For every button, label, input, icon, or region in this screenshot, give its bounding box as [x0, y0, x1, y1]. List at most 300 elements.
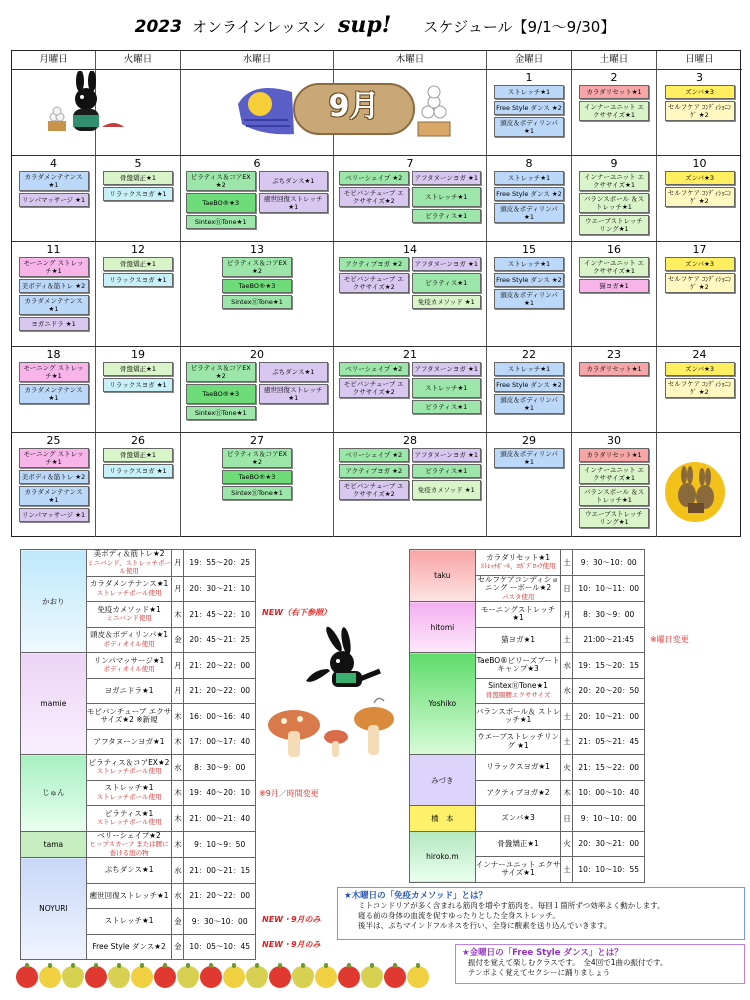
calendar-day-cell [487, 70, 572, 155]
calendar-day-cell [487, 156, 572, 241]
class-time: 21：00～21：15 [184, 858, 256, 884]
teacher-class-row [21, 550, 256, 577]
class-time: 9：30～10：00 [573, 550, 645, 576]
class-day: 水 [172, 883, 184, 909]
class-event-pill[interactable]: 頭皮＆ボディリンパ ★1 [494, 117, 564, 137]
class-event-pill[interactable]: Free Style ダンス ★2 [494, 101, 564, 115]
class-name-cell [86, 909, 172, 935]
class-name: 免疫カメソッド★1 [97, 604, 161, 614]
freestyle-dance-note [455, 944, 745, 984]
calendar-date-number: 10 [692, 157, 707, 170]
class-name: ピラティス＆コアEX★2 [88, 757, 170, 767]
class-event-pill[interactable]: インナーユニット エクササイズ★1 [579, 257, 649, 277]
calendar-week-row [12, 433, 740, 537]
class-event-pill[interactable]: SintexⓇTone★1 [222, 295, 292, 309]
class-event-pill[interactable]: リラックスヨガ ★1 [103, 273, 173, 287]
class-name: SintexⓇTone★1 [488, 681, 548, 691]
class-name: Free Style ダンス★2 [92, 941, 166, 951]
calendar-date-number: 18 [46, 348, 61, 361]
calendar-date-number: 9 [610, 157, 618, 170]
class-name-cell [475, 678, 561, 704]
class-event-pill[interactable]: 癒世回復ストレッチ ★1 [259, 384, 329, 404]
class-event-pill[interactable]: バランスボール ＆ストレッチ★1 [579, 193, 649, 213]
class-event-pill[interactable]: Free Style ダンス ★2 [494, 187, 564, 201]
new-note-noyuri-1: NEW・9月のみ [262, 915, 321, 924]
calendar-date-number: 19 [131, 348, 145, 361]
class-event-pill[interactable]: セルフケア ｺﾝﾃﾞｨｼｮﾆﾝｸﾞ ★2 [665, 187, 735, 207]
class-day: 土 [561, 857, 573, 883]
class-event-pill[interactable]: ストレッチ★1 [494, 257, 564, 271]
class-time: 21：15～22：00 [573, 755, 645, 781]
class-event-pill[interactable]: モーニング ストレッチ★1 [19, 257, 89, 277]
pear-icon [177, 966, 199, 988]
class-event-pill[interactable]: モビバンチューブ エクササイズ★2 [339, 273, 409, 293]
class-event-pill[interactable]: ベリーシェイプ ★2 [339, 171, 409, 185]
class-event-pill[interactable]: 癒世回復ストレッチ ★1 [259, 193, 329, 213]
class-event-pill[interactable]: 免疫カメソッド ★1 [412, 295, 482, 309]
class-name-cell [86, 602, 172, 628]
class-event-pill[interactable]: モビバンチューブ エクササイズ★2 [339, 187, 409, 207]
class-event-pill[interactable]: ズンバ★3 [665, 171, 735, 185]
calendar-week-row [12, 347, 740, 433]
calendar-day-cell [572, 433, 657, 537]
class-name-cell [86, 550, 172, 577]
class-name-cell [475, 653, 561, 679]
class-event-pill[interactable]: ヨガニドラ ★1 [19, 317, 89, 331]
class-event-pill[interactable]: ベリーシェイプ ★2 [339, 362, 409, 376]
class-name-cell [86, 729, 172, 755]
class-event-pill[interactable]: リラックスヨガ ★1 [103, 187, 173, 201]
class-day: 木 [172, 831, 184, 858]
immunity-method-note-line2: 寝る前の身体の血流を促すゆったりとした全身ストレッチ。 [358, 911, 560, 920]
weekday-thu: 木曜日 [334, 51, 487, 70]
title-lead: オンラインレッスン [191, 18, 326, 36]
september-badge-text: 9月 [328, 89, 380, 124]
title-tail: スケジュール【9/1～9/30】 [423, 18, 616, 36]
class-day: 水 [172, 755, 184, 781]
calendar-date-number: 13 [250, 243, 264, 256]
class-event-pill[interactable]: TaeBO®★3 [222, 279, 292, 293]
class-name: ストレッチ★1 [104, 783, 154, 793]
class-event-pill[interactable]: ズンバ★3 [665, 85, 735, 99]
class-day: 木 [172, 729, 184, 755]
teacher-class-row [410, 550, 645, 576]
right-teacher-table [409, 549, 645, 883]
calendar-date-number: 23 [607, 348, 621, 361]
class-name-cell [86, 704, 172, 730]
class-event-pill[interactable]: ピラティス★1 [412, 273, 482, 293]
class-day: 金 [172, 909, 184, 935]
class-equipment-note: ストレッチポール使用 [96, 818, 162, 827]
calendar-day-cell [96, 242, 181, 346]
class-name-cell [475, 831, 561, 857]
class-event-pill[interactable]: ストレッチ★1 [412, 378, 482, 398]
class-equipment-note: ストレッチポール使用 [96, 767, 162, 776]
empty-slot [339, 400, 409, 414]
calendar-day-cell [12, 156, 96, 241]
class-name-cell [86, 831, 172, 858]
class-event-pill[interactable]: 頭皮＆ボディリンパ ★1 [494, 394, 564, 414]
calendar-date-number: 30 [607, 434, 621, 447]
calendar-date-number: 15 [522, 243, 536, 256]
class-name: リンパマッサージ★1 [93, 655, 165, 665]
empty-slot [259, 406, 329, 420]
calendar-day-cell [572, 156, 657, 241]
class-day: 月 [172, 550, 184, 577]
apple-icon [269, 966, 291, 988]
class-event-pill[interactable]: セルフケア ｺﾝﾃﾞｨｼｮﾆﾝｸﾞ ★2 [665, 101, 735, 121]
class-day: 土 [561, 627, 573, 653]
freestyle-dance-note-line1: 振付を覚えて楽しむクラスです。 全4回で1曲の振付です。 [468, 958, 668, 967]
class-name: 癒世回復ストレッチ★1 [89, 890, 169, 900]
calendar-date-number: 14 [403, 243, 417, 256]
calendar-day-cell [334, 242, 487, 346]
calendar-day-cell [334, 347, 487, 432]
class-event-pill[interactable]: ウエーブストレッチ リング★1 [579, 508, 649, 528]
class-name: モビバンチューブ エクササイズ★2 ※新規 [86, 706, 172, 725]
class-event-pill[interactable]: リラックスヨガ ★1 [103, 464, 173, 478]
class-name-cell [475, 780, 561, 806]
class-event-pill[interactable]: ピラティス＆コアEX ★2 [186, 171, 256, 191]
class-event-pill[interactable]: モビバンチューブ エクササイズ★2 [339, 378, 409, 398]
teacher-class-row [410, 806, 645, 832]
class-event-pill[interactable]: アクティブヨガ ★2 [339, 257, 409, 271]
class-event-pill[interactable]: SintexⓇTone★1 [186, 215, 256, 229]
class-event-pill[interactable]: リラックスヨガ ★1 [103, 378, 173, 392]
page-title [0, 12, 750, 38]
pear-icon [62, 966, 84, 988]
class-name: ベリーシェイプ★2 [97, 830, 161, 840]
class-event-pill[interactable]: カラダリセット★1 [579, 448, 649, 462]
class-event-pill[interactable]: 骨盤矯正★1 [103, 171, 173, 185]
class-name-cell [475, 704, 561, 730]
class-event-pill[interactable]: 美ボディ＆筋トレ ★2 [19, 470, 89, 484]
calendar-day-cell [487, 433, 572, 537]
apple-icon [16, 966, 38, 988]
class-name: ぷちダンス★1 [104, 865, 154, 874]
calendar-day-cell [657, 156, 742, 241]
teacher-class-row [21, 653, 256, 679]
class-event-pill[interactable]: アフタヌーンヨガ ★1 [412, 362, 482, 376]
empty-slot [259, 215, 329, 229]
class-name-cell [86, 678, 172, 704]
teacher-name: 橋 本 [410, 806, 476, 832]
class-event-pill[interactable]: 頭皮＆ボディリンパ ★1 [494, 448, 564, 468]
class-event-pill[interactable]: アフタヌーンヨガ ★1 [412, 257, 482, 271]
class-event-pill[interactable]: ストレッチ★1 [494, 85, 564, 99]
class-event-pill[interactable]: モーニング ストレッチ★1 [19, 448, 89, 468]
class-event-pill[interactable]: ピラティス★1 [412, 209, 482, 223]
class-event-pill[interactable]: TaeBO®★3 [186, 193, 256, 213]
class-event-pill[interactable]: 骨盤矯正★1 [103, 362, 173, 376]
class-equipment-note: ミニバンド使用 [106, 614, 152, 623]
class-day: 火 [561, 755, 573, 781]
class-event-pill[interactable]: ストレッチ★1 [494, 362, 564, 376]
class-time: 17：00～17：40 [184, 729, 256, 755]
class-time: 21：45～22：10 [184, 602, 256, 628]
freestyle-dance-note-line2: テンポよく覚えてセクシーに踊りましょう [468, 968, 611, 977]
class-event-pill[interactable]: カラダリセット★1 [579, 85, 649, 99]
class-name: 頭皮＆ボディリンパ★1 [90, 630, 168, 640]
class-name-cell [86, 576, 172, 602]
calendar-day-cell [334, 156, 487, 241]
apple-icon [407, 966, 429, 988]
class-time: 19：40～20：10 [184, 780, 256, 806]
calendar-day-cell [96, 156, 181, 241]
class-time: 21:00～21:45 [573, 627, 645, 653]
class-name: ヨガニドラ★1 [104, 685, 154, 695]
class-name: インナーユニット エクササイズ★1 [475, 859, 561, 878]
calendar-date-number: 1 [525, 71, 533, 84]
calendar-day-cell [487, 242, 572, 346]
class-name: アクティブヨガ★2 [486, 787, 550, 797]
class-event-pill[interactable]: 猫ヨガ★1 [579, 279, 649, 293]
day-change-note-hitomi: ※曜日変更 [650, 635, 689, 644]
class-name-cell [86, 883, 172, 909]
class-name: モーニングストレッチ ★1 [480, 604, 556, 623]
class-day: 金 [172, 934, 184, 960]
immunity-method-note-title: ★木曜日の「免疫カメソッド」とは？ [344, 891, 487, 901]
class-event-pill[interactable]: アフタヌーンヨガ ★1 [412, 448, 482, 462]
calendar-day-cell [12, 242, 96, 346]
class-time: 21：20～22：00 [184, 678, 256, 704]
class-day: 月 [172, 576, 184, 602]
weekday-mon: 月曜日 [12, 51, 96, 70]
class-equipment-note: ミニバンド、ストレッチポール使用 [87, 558, 171, 575]
calendar-date-number: 5 [134, 157, 142, 170]
class-event-pill[interactable]: カラダメンテナンス ★1 [19, 171, 89, 191]
calendar-day-cell [12, 347, 96, 432]
calendar-day-cell [181, 156, 334, 241]
class-name: ズンバ★3 [501, 813, 535, 822]
class-time: 20：10～21：00 [573, 704, 645, 730]
class-name-cell [475, 729, 561, 755]
class-name: 猫ヨガ★1 [501, 634, 536, 644]
class-equipment-note: ｽﾄﾚｯﾁﾎﾟｰﾙ、ﾖｶﾞﾌﾞﾛｯｸ使用 [480, 562, 556, 571]
class-time: 20：30～21：10 [184, 576, 256, 602]
class-day: 木 [172, 602, 184, 628]
class-equipment-note: ストレッチポール使用 [96, 792, 162, 801]
class-name: カラダリセット★1 [486, 552, 551, 562]
class-day: 木 [172, 806, 184, 832]
class-event-pill[interactable]: インナーユニット エクササイズ★1 [579, 171, 649, 191]
class-name-cell [86, 755, 172, 781]
class-event-pill[interactable]: インナーユニット エクササイズ★1 [579, 101, 649, 121]
calendar-date-number: 25 [46, 434, 61, 447]
teacher-name: hiroko.m [410, 831, 476, 882]
class-event-pill[interactable]: カラダリセット★1 [579, 362, 649, 376]
calendar-date-number: 2 [610, 71, 618, 84]
apple-icon [315, 966, 337, 988]
calendar-date-number: 27 [250, 434, 264, 447]
weekday-sat: 土曜日 [572, 51, 657, 70]
class-day: 火 [561, 831, 573, 857]
class-name-cell [475, 806, 561, 832]
class-time: 10：05～10：45 [184, 934, 256, 960]
class-event-pill[interactable]: TaeBO®★3 [186, 384, 256, 404]
calendar-date-number: 24 [692, 348, 707, 361]
class-equipment-note: パスタ使用 [501, 592, 535, 601]
new-note-noyuri-2: NEW・9月のみ [262, 940, 321, 949]
class-event-pill[interactable]: ストレッチ★1 [494, 171, 564, 185]
class-event-pill[interactable]: モビバンチューブ エクササイズ★2 [339, 480, 409, 500]
class-name: TaeBO®ビリーズブート キャンプ★3 [476, 655, 560, 674]
class-name-cell [475, 575, 561, 602]
apple-icon [223, 966, 245, 988]
class-event-pill[interactable]: Free Style ダンス ★2 [494, 378, 564, 392]
class-event-pill[interactable]: SintexⓇTone★1 [222, 486, 292, 500]
apple-icon [384, 966, 406, 988]
class-day: 水 [561, 678, 573, 704]
calendar-day-cell [96, 433, 181, 537]
class-event-pill[interactable]: ウエーブストレッチ リング★1 [579, 215, 649, 235]
class-event-pill[interactable]: ピラティス＆コアEX ★2 [222, 448, 292, 468]
calendar-date-number: 16 [607, 243, 621, 256]
new-note-kaori: NEW（右下参照） [262, 608, 331, 617]
class-event-pill[interactable]: ピラティス★1 [412, 400, 482, 414]
class-event-pill[interactable]: ピラティス★1 [412, 464, 482, 478]
class-time: 8：30～9：00 [573, 602, 645, 628]
class-event-pill[interactable]: ズンバ★3 [665, 362, 735, 376]
weekday-tue: 火曜日 [96, 51, 181, 70]
calendar-date-number: 21 [403, 348, 417, 361]
apple-icon [338, 966, 360, 988]
class-event-pill[interactable]: カラダメンテナンス ★1 [19, 384, 89, 404]
class-day: 土 [561, 704, 573, 730]
class-event-pill[interactable]: ズンバ★3 [665, 257, 735, 271]
class-event-pill[interactable]: ぷちダンス★1 [259, 171, 329, 191]
class-event-pill[interactable]: Free Style ダンス ★2 [494, 273, 564, 287]
immunity-method-note [337, 887, 745, 940]
fruit-decoration-row [16, 962, 446, 990]
class-time: 20：45～21：25 [184, 627, 256, 653]
calendar-day-cell [572, 347, 657, 432]
class-event-pill[interactable]: セルフケア ｺﾝﾃﾞｨｼｮﾆﾝｸﾞ ★2 [665, 378, 735, 398]
class-event-pill[interactable]: インナーユニット エクササイズ★1 [579, 464, 649, 484]
calendar-date-number: 11 [46, 243, 61, 256]
class-event-pill[interactable]: セルフケア ｺﾝﾃﾞｨｼｮﾆﾝｸﾞ ★2 [665, 273, 735, 293]
class-day: 金 [172, 627, 184, 653]
calendar-date-number: 3 [696, 71, 703, 84]
class-event-pill[interactable]: バランスボール ＆ストレッチ★1 [579, 486, 649, 506]
class-event-pill[interactable]: カラダメンテナンス ★1 [19, 486, 89, 506]
class-equipment-note: 骨盤腸腰エクササイズ [485, 690, 551, 699]
class-equipment-note: ボディオイル使用 [103, 639, 155, 648]
teacher-class-row [410, 602, 645, 628]
class-day: 木 [172, 780, 184, 806]
calendar-date-number: 20 [250, 348, 264, 361]
calendar-week-row [12, 242, 740, 347]
class-equipment-note: ストレッチポール使用 [96, 588, 162, 597]
class-event-pill[interactable]: ピラティス＆コアEX ★2 [222, 257, 292, 277]
calendar-date-number: 7 [406, 157, 414, 170]
class-day: 月 [172, 653, 184, 679]
class-event-pill[interactable]: ベリーシェイプ ★2 [339, 448, 409, 462]
class-name-cell [86, 627, 172, 653]
class-time: 9：10～10：00 [573, 806, 645, 832]
weekday-fri: 金曜日 [487, 51, 572, 70]
class-event-pill[interactable]: 頭皮＆ボディリンパ ★1 [494, 203, 564, 223]
class-time: 20：20～20：50 [573, 678, 645, 704]
class-name: セルフケアコンディショニング ーボール★2 [477, 574, 559, 592]
class-event-pill[interactable]: リンパマッサージ ★1 [19, 193, 89, 207]
calendar-day-cell [657, 347, 742, 432]
apple-icon [85, 966, 107, 988]
class-day: 月 [561, 602, 573, 628]
class-name-cell [86, 653, 172, 679]
immunity-method-note-line1: ミトコンドリアが多く含まれる筋肉を増やす筋肉を、毎回１箇所ずつ効率よく動かします。 [358, 901, 665, 910]
class-event-pill[interactable]: リンパマッサージ ★1 [19, 508, 89, 522]
class-event-pill[interactable]: ピラティス＆コアEX ★2 [186, 362, 256, 382]
class-name-cell [475, 627, 561, 653]
class-name: バランスボール＆ ストレッチ★1 [475, 706, 561, 725]
calendar-day-cell [12, 433, 96, 537]
apple-icon [39, 966, 61, 988]
class-time: 10：10～11：00 [573, 575, 645, 602]
pear-icon [108, 966, 130, 988]
class-time: 19：15～20：15 [573, 653, 645, 679]
class-event-pill[interactable]: TaeBO®★3 [222, 470, 292, 484]
class-event-pill[interactable]: 美ボディ＆筋トレ ★2 [19, 279, 89, 293]
class-equipment-note: ヒップスカーフ または腰に巻ける紐の物 [89, 840, 169, 857]
class-time: 21：20～22：00 [184, 653, 256, 679]
teacher-class-row [410, 653, 645, 679]
class-day: 水 [172, 858, 184, 884]
class-name: ピラティス★1 [104, 808, 154, 818]
left-teacher-table [20, 549, 256, 960]
class-event-pill[interactable]: SintexⓇTone★1 [186, 406, 256, 420]
class-name-cell [475, 857, 561, 883]
teacher-class-row [410, 831, 645, 857]
class-time: 10：10～10：55 [573, 857, 645, 883]
empty-slot [339, 295, 409, 309]
apple-icon [200, 966, 222, 988]
rabbit-dango-illustration [40, 71, 130, 141]
teacher-name: じゅん [21, 755, 87, 832]
class-event-pill[interactable]: 頭皮＆ボディリンパ ★1 [494, 289, 564, 309]
class-event-pill[interactable]: 骨盤矯正★1 [103, 257, 173, 271]
calendar-day-cell [657, 70, 742, 155]
calendar-day-cell [572, 70, 657, 155]
class-event-pill[interactable]: ぷちダンス★1 [259, 362, 329, 382]
calendar-date-number: 26 [131, 434, 145, 447]
calendar-date-number: 4 [50, 157, 57, 170]
calendar-date-number: 8 [525, 157, 533, 170]
teacher-name: みづき [410, 755, 476, 806]
class-event-pill[interactable]: アクティブヨガ ★2 [339, 464, 409, 478]
class-time: 21：20～22：00 [184, 883, 256, 909]
class-name: ウエーブストレッチリング ★1 [477, 732, 559, 750]
calendar-day-cell [96, 347, 181, 432]
class-time: 21：00～21：40 [184, 806, 256, 832]
teacher-class-row [410, 755, 645, 781]
class-day: 日 [561, 806, 573, 832]
weekday-header [12, 51, 740, 70]
class-name-cell [475, 602, 561, 628]
calendar-date-number: 6 [253, 157, 261, 170]
class-event-pill[interactable]: 骨盤矯正★1 [103, 448, 173, 462]
class-event-pill[interactable]: 免疫カメソッド ★1 [412, 480, 482, 500]
class-event-pill[interactable]: カラダメンテナンス ★1 [19, 295, 89, 315]
class-event-pill[interactable]: アフタヌーンヨガ ★1 [412, 171, 482, 185]
teacher-name: taku [410, 550, 476, 602]
class-event-pill[interactable]: モーニング ストレッチ★1 [19, 362, 89, 382]
calendar-day-cell [181, 433, 334, 537]
class-name: カラダメンテナンス★1 [89, 579, 169, 589]
class-name-cell [86, 934, 172, 960]
class-event-pill[interactable]: ストレッチ★1 [412, 187, 482, 207]
freestyle-dance-note-title: ★金曜日の「Free Style ダンス」とは？ [462, 948, 623, 958]
